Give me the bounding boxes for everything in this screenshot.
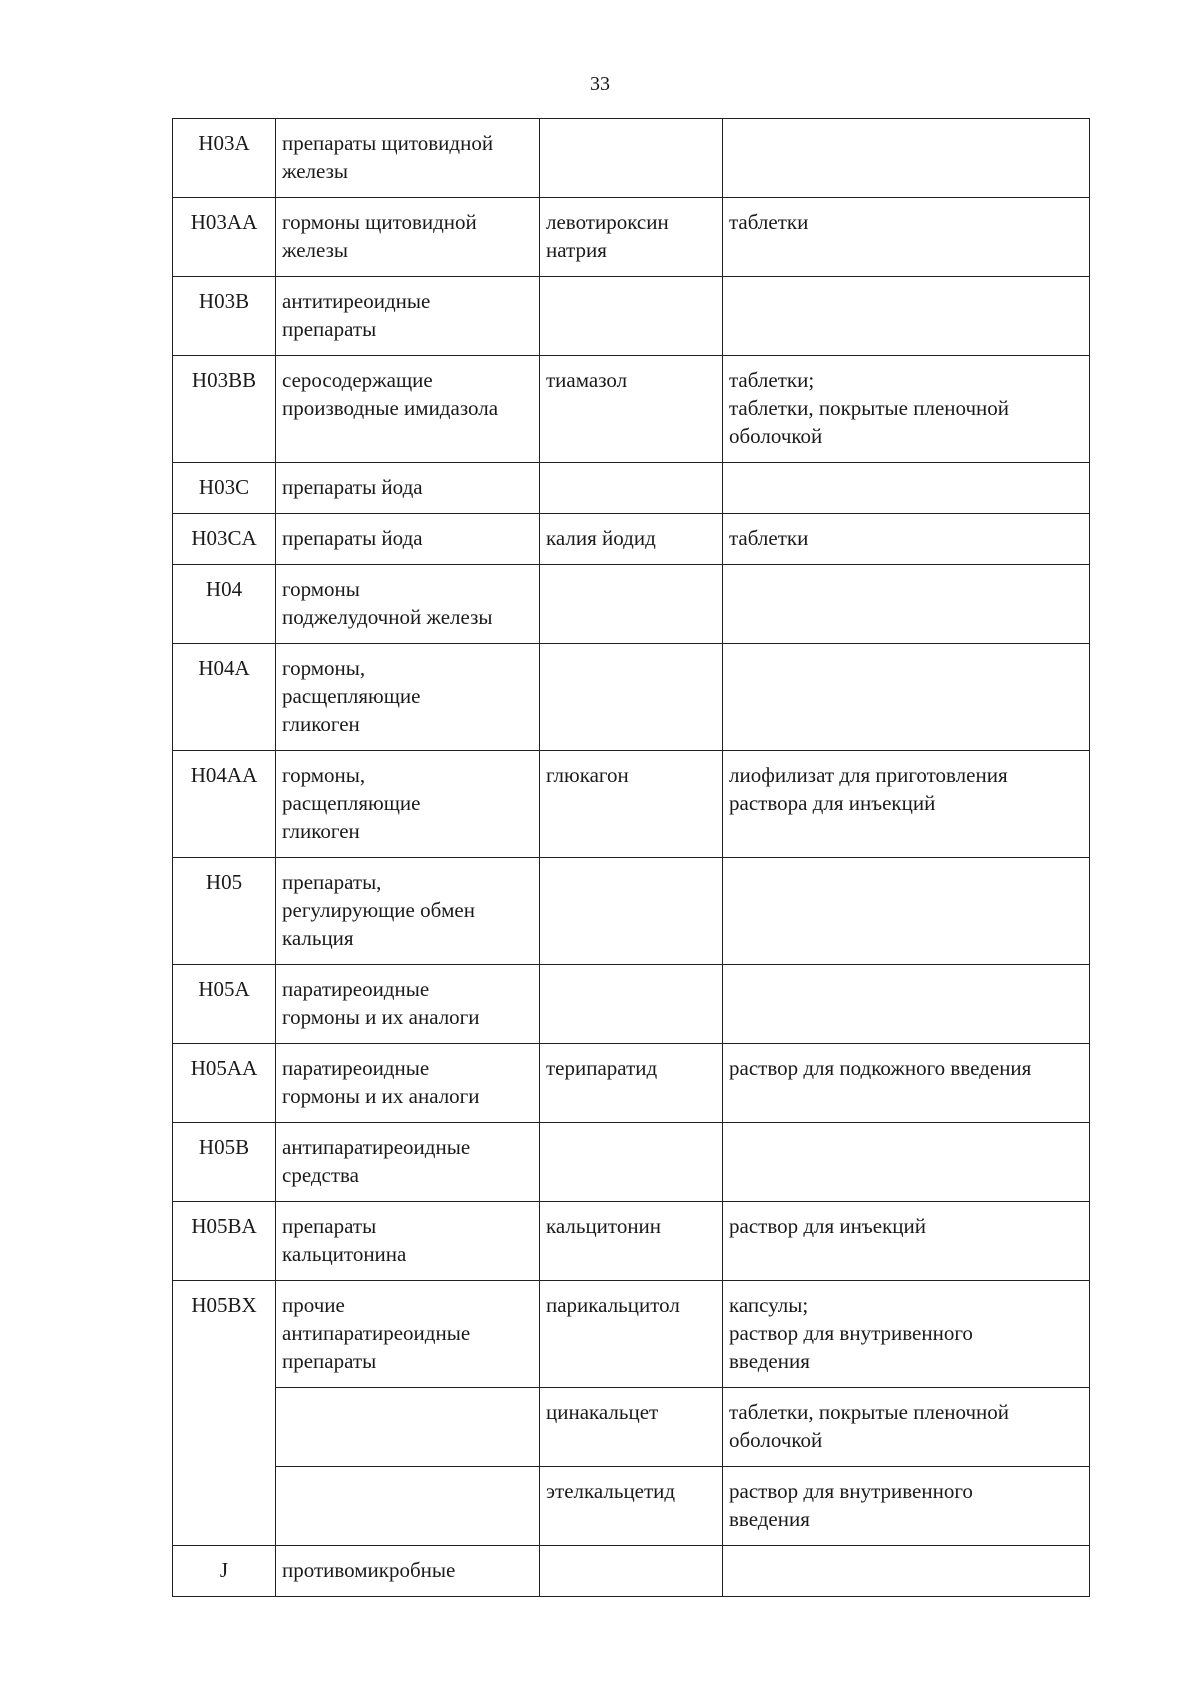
group-name-cell: [276, 1467, 540, 1546]
dosage-form-cell: [723, 463, 1090, 514]
group-name-cell-line: расщепляющие: [282, 684, 421, 708]
drug-name-cell: [540, 514, 723, 565]
group-name-cell-line: препараты: [282, 317, 377, 341]
group-name-cell: [276, 965, 540, 1044]
group-name-cell-line: препараты щитовидной: [282, 131, 494, 155]
atc-code-cell: H03AA: [173, 198, 276, 277]
atc-code-cell: H04AA: [173, 751, 276, 858]
table-row: [173, 1123, 1090, 1202]
atc-code-cell: H03C: [173, 463, 276, 514]
table-row: [173, 858, 1090, 965]
dosage-form-cell-line: таблетки: [729, 526, 809, 550]
atc-code-cell: H03B: [173, 277, 276, 356]
dosage-form-cell: [723, 1388, 1090, 1467]
atc-code-cell: H05AA: [173, 1044, 276, 1123]
drug-name-cell-line: терипаратид: [546, 1056, 658, 1080]
group-name-cell-line: кальция: [282, 926, 354, 950]
group-name-cell-line: гормоны: [282, 577, 360, 601]
drug-name-cell: [540, 1044, 723, 1123]
dosage-form-cell: [723, 858, 1090, 965]
drug-name-cell-line: глюкагон: [546, 763, 629, 787]
dosage-form-cell: [723, 1202, 1090, 1281]
table-row: [173, 119, 1090, 198]
table-row: [173, 514, 1090, 565]
drug-name-cell-line: натрия: [546, 238, 607, 262]
dosage-form-cell: [723, 514, 1090, 565]
medication-table: [172, 118, 1090, 1597]
drug-name-cell: [540, 198, 723, 277]
drug-name-cell: [540, 1123, 723, 1202]
drug-name-cell: [540, 119, 723, 198]
group-name-cell-line: гормоны,: [282, 656, 366, 680]
group-name-cell-line: гликоген: [282, 819, 360, 843]
dosage-form-cell: [723, 198, 1090, 277]
group-name-cell: [276, 277, 540, 356]
table-row: [173, 644, 1090, 751]
atc-code-cell: H04: [173, 565, 276, 644]
dosage-form-cell: [723, 644, 1090, 751]
group-name-cell-line: гликоген: [282, 712, 360, 736]
group-name-cell-line: железы: [282, 238, 349, 262]
atc-code-cell: H03CA: [173, 514, 276, 565]
group-name-cell-line: препараты йода: [282, 475, 423, 499]
group-name-cell-line: гормоны щитовидной: [282, 210, 477, 234]
dosage-form-cell: [723, 119, 1090, 198]
table-row: [173, 751, 1090, 858]
drug-name-cell: [540, 1546, 723, 1597]
group-name-cell: [276, 1388, 540, 1467]
group-name-cell-line: средства: [282, 1163, 360, 1187]
group-name-cell-line: антипаратиреоидные: [282, 1321, 471, 1345]
group-name-cell-line: антитиреоидные: [282, 289, 431, 313]
drug-name-cell-line: левотироксин: [546, 210, 669, 234]
group-name-cell-line: производные имидазола: [282, 396, 499, 420]
group-name-cell-line: препараты: [282, 1214, 377, 1238]
drug-name-cell-line: парикальцитол: [546, 1293, 680, 1317]
dosage-form-cell: [723, 277, 1090, 356]
table-row: [173, 1388, 1090, 1467]
drug-name-cell: [540, 644, 723, 751]
table-row: [173, 965, 1090, 1044]
group-name-cell: [276, 1202, 540, 1281]
group-name-cell: [276, 858, 540, 965]
group-name-cell-line: железы: [282, 159, 349, 183]
atc-code-cell: H03A: [173, 119, 276, 198]
dosage-form-cell-line: таблетки;: [729, 368, 815, 392]
drug-name-cell-line: этелкальцетид: [546, 1479, 676, 1503]
group-name-cell: [276, 514, 540, 565]
table-row: [173, 1281, 1090, 1388]
page-number: 33: [590, 73, 610, 95]
atc-code-cell: H05BX: [173, 1281, 276, 1546]
medication-table-body: [173, 119, 1090, 1597]
group-name-cell-line: серосодержащие: [282, 368, 433, 392]
group-name-cell-line: препараты йода: [282, 526, 423, 550]
drug-name-cell-line: тиамазол: [546, 368, 628, 392]
group-name-cell: [276, 1044, 540, 1123]
group-name-cell-line: регулирующие обмен: [282, 898, 475, 922]
group-name-cell-line: препараты,: [282, 870, 382, 894]
table-row: [173, 1546, 1090, 1597]
table-row: [173, 1467, 1090, 1546]
group-name-cell: [276, 198, 540, 277]
atc-code-cell: H05A: [173, 965, 276, 1044]
drug-name-cell: [540, 1281, 723, 1388]
group-name-cell: [276, 644, 540, 751]
dosage-form-cell-line: раствора для инъекций: [729, 791, 936, 815]
dosage-form-cell-line: введения: [729, 1507, 810, 1531]
table-row: [173, 1202, 1090, 1281]
group-name-cell-line: антипаратиреоидные: [282, 1135, 471, 1159]
atc-code-cell: J: [173, 1546, 276, 1597]
table-row: [173, 463, 1090, 514]
group-name-cell-line: препараты: [282, 1349, 377, 1373]
dosage-form-cell-line: раствор для инъекций: [729, 1214, 926, 1238]
drug-name-cell: [540, 356, 723, 463]
dosage-form-cell-line: капсулы;: [729, 1293, 809, 1317]
atc-code-cell: H05B: [173, 1123, 276, 1202]
table-row: [173, 277, 1090, 356]
group-name-cell-line: поджелудочной железы: [282, 605, 493, 629]
table-row: [173, 565, 1090, 644]
dosage-form-cell: [723, 1467, 1090, 1546]
atc-code-cell: H04A: [173, 644, 276, 751]
table-row: [173, 356, 1090, 463]
dosage-form-cell: [723, 1281, 1090, 1388]
drug-name-cell: [540, 965, 723, 1044]
drug-name-cell: [540, 565, 723, 644]
dosage-form-cell-line: лиофилизат для приготовления: [729, 763, 1008, 787]
drug-name-cell: [540, 751, 723, 858]
group-name-cell-line: противомикробные: [282, 1558, 456, 1582]
group-name-cell: [276, 1546, 540, 1597]
dosage-form-cell: [723, 1546, 1090, 1597]
dosage-form-cell-line: раствор для подкожного введения: [729, 1056, 1032, 1080]
drug-name-cell: [540, 277, 723, 356]
table-row: [173, 198, 1090, 277]
group-name-cell-line: гормоны и их аналоги: [282, 1084, 480, 1108]
group-name-cell-line: гормоны,: [282, 763, 366, 787]
group-name-cell: [276, 119, 540, 198]
group-name-cell: [276, 565, 540, 644]
group-name-cell-line: кальцитонина: [282, 1242, 407, 1266]
group-name-cell: [276, 1123, 540, 1202]
drug-name-cell-line: кальцитонин: [546, 1214, 662, 1238]
drug-name-cell: [540, 858, 723, 965]
dosage-form-cell-line: раствор для внутривенного: [729, 1479, 973, 1503]
drug-name-cell: [540, 463, 723, 514]
atc-code-cell: H05BA: [173, 1202, 276, 1281]
group-name-cell: [276, 1281, 540, 1388]
drug-name-cell: [540, 1467, 723, 1546]
dosage-form-cell: [723, 751, 1090, 858]
group-name-cell-line: паратиреоидные: [282, 1056, 430, 1080]
dosage-form-cell-line: введения: [729, 1349, 810, 1373]
dosage-form-cell-line: таблетки, покрытые пленочной: [729, 396, 1010, 420]
drug-name-cell: [540, 1202, 723, 1281]
dosage-form-cell: [723, 356, 1090, 463]
group-name-cell-line: паратиреоидные: [282, 977, 430, 1001]
dosage-form-cell-line: таблетки: [729, 210, 809, 234]
atc-code-cell: H03BB: [173, 356, 276, 463]
dosage-form-cell-line: раствор для внутривенного: [729, 1321, 973, 1345]
dosage-form-cell: [723, 1044, 1090, 1123]
group-name-cell: [276, 751, 540, 858]
drug-name-cell-line: цинакальцет: [546, 1400, 659, 1424]
dosage-form-cell-line: оболочкой: [729, 424, 823, 448]
dosage-form-cell: [723, 565, 1090, 644]
drug-name-cell: [540, 1388, 723, 1467]
group-name-cell-line: расщепляющие: [282, 791, 421, 815]
drug-name-cell-line: калия йодид: [546, 526, 656, 550]
group-name-cell-line: прочие: [282, 1293, 345, 1317]
dosage-form-cell-line: таблетки, покрытые пленочной: [729, 1400, 1010, 1424]
dosage-form-cell-line: оболочкой: [729, 1428, 823, 1452]
table-row: [173, 1044, 1090, 1123]
dosage-form-cell: [723, 1123, 1090, 1202]
group-name-cell-line: гормоны и их аналоги: [282, 1005, 480, 1029]
atc-code-cell: H05: [173, 858, 276, 965]
group-name-cell: [276, 463, 540, 514]
dosage-form-cell: [723, 965, 1090, 1044]
group-name-cell: [276, 356, 540, 463]
